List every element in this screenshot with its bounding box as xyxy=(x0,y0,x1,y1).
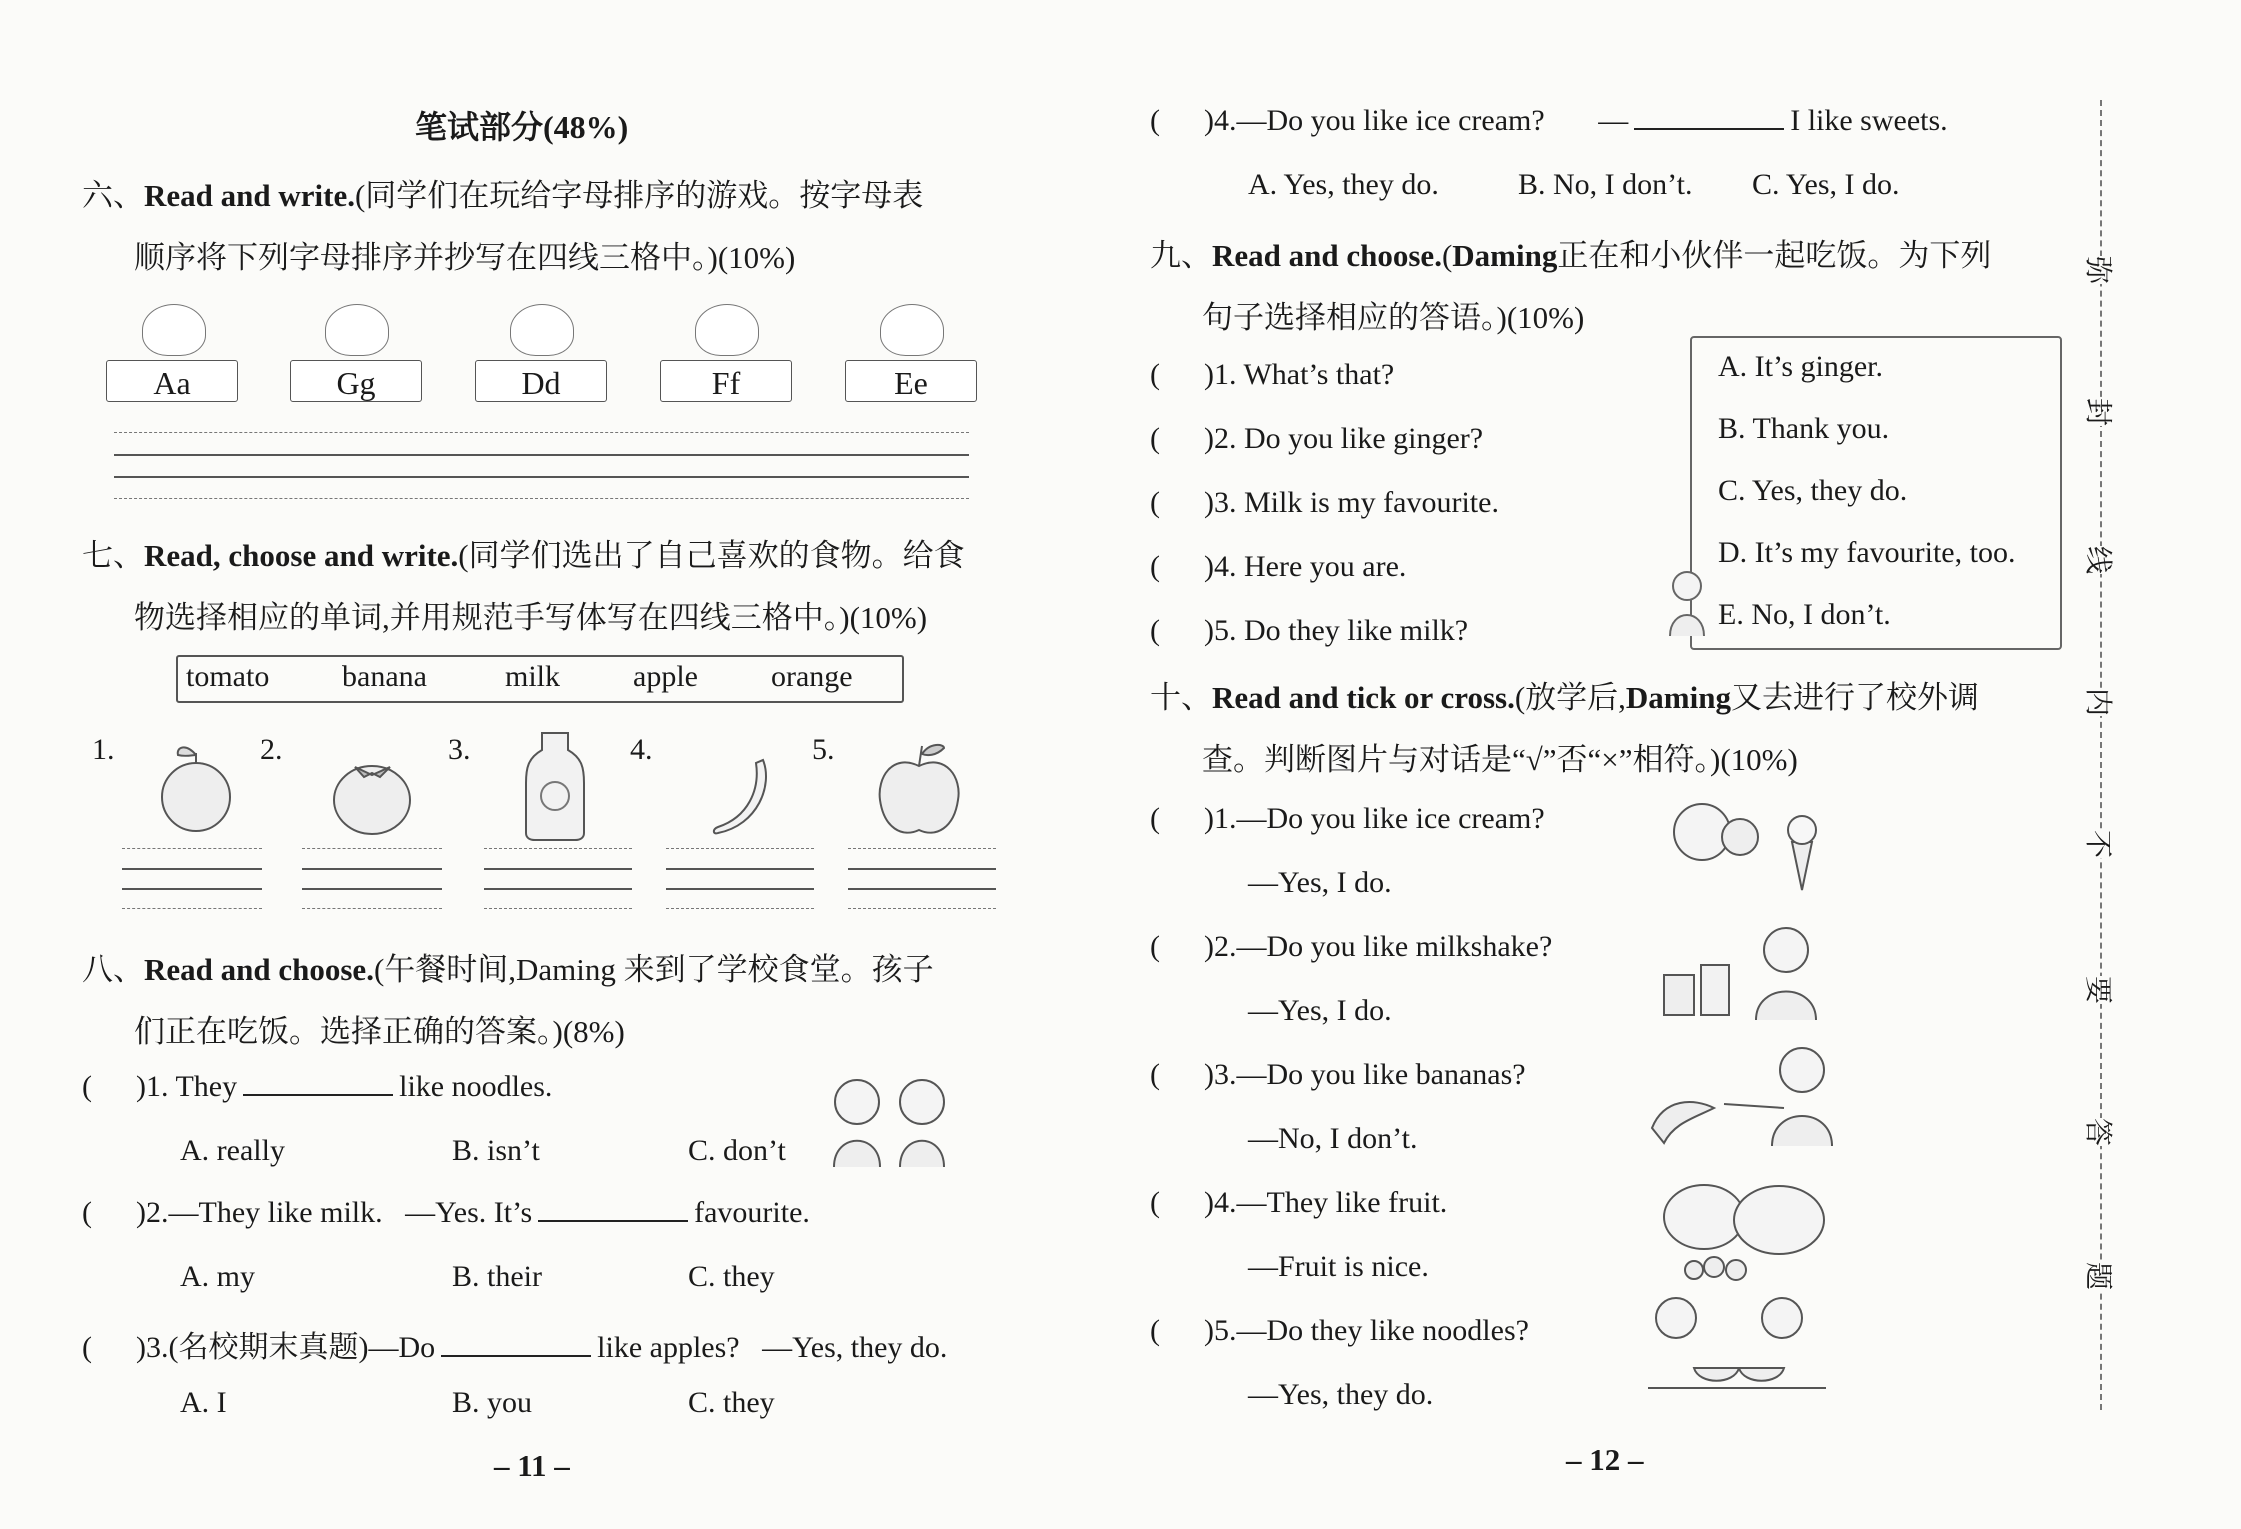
option[interactable]: B. No, I don’t. xyxy=(1518,168,1693,201)
q9-title: Read and choose. xyxy=(1212,238,1442,273)
binding-line-char: 内 xyxy=(2080,688,2120,716)
answer-paren[interactable]: ( xyxy=(1150,486,1160,519)
q9-instruction-2: 句子选择相应的答语。)(10%) xyxy=(1202,300,1585,335)
word-bank-item: apple xyxy=(633,660,698,693)
question-text: )5. Do they like milk? xyxy=(1204,614,1469,647)
question-item xyxy=(1150,1314,1529,1348)
writing-line xyxy=(122,908,262,909)
q10-title: Read and tick or cross. xyxy=(1212,680,1515,715)
word-bank-item: milk xyxy=(505,660,561,693)
question-text: —Do you like bananas? xyxy=(1236,1058,1526,1091)
question-item xyxy=(82,1196,810,1230)
item-number: )4. xyxy=(1204,1186,1237,1219)
item-number: )1. xyxy=(1204,802,1237,835)
writing-line xyxy=(302,868,442,870)
question-text: I like sweets. xyxy=(1790,104,1948,137)
question-item xyxy=(1150,802,1545,836)
question-item xyxy=(1150,358,1394,392)
option[interactable]: A. Yes, they do. xyxy=(1248,168,1439,201)
monkey-ice-cream-icon xyxy=(1662,792,1822,892)
question-item xyxy=(1150,550,1406,584)
q6-heading xyxy=(82,170,923,215)
apple-icon xyxy=(872,738,967,843)
answer-choice: D. It’s my favourite, too. xyxy=(1718,536,2016,569)
answer-paren[interactable]: ( xyxy=(1150,802,1160,835)
chick-icon xyxy=(325,304,389,356)
item-number: )2. xyxy=(1204,930,1237,963)
section-title: 笔试部分(48%) xyxy=(415,109,629,145)
question-text: favourite. xyxy=(694,1196,810,1229)
writing-line xyxy=(302,848,442,849)
item-number: )5. xyxy=(1204,1314,1237,1347)
question-item xyxy=(1150,422,1483,456)
item-number: )4. xyxy=(1204,104,1237,137)
answer-text: —Fruit is nice. xyxy=(1248,1250,1429,1283)
item-number: 1. xyxy=(92,733,115,766)
option[interactable]: A. my xyxy=(180,1260,255,1293)
writing-line xyxy=(666,848,814,849)
writing-line xyxy=(848,868,996,870)
answer-paren[interactable]: ( xyxy=(1150,1186,1160,1219)
answer-text: —Yes, I do. xyxy=(1248,994,1392,1027)
question-item xyxy=(1150,930,1552,964)
answer-blank[interactable] xyxy=(1634,124,1784,130)
q10-name: Daming xyxy=(1625,680,1731,715)
item-number: 4. xyxy=(630,733,653,766)
writing-line xyxy=(484,848,632,849)
letter-card xyxy=(290,360,422,402)
question-item xyxy=(82,1322,947,1366)
letter-card xyxy=(475,360,607,402)
exam-tag: (名校期末真题) xyxy=(168,1331,369,1364)
answer-paren[interactable]: ( xyxy=(1150,422,1160,455)
q8-heading xyxy=(82,944,934,989)
answer-paren[interactable]: ( xyxy=(1150,358,1160,391)
chick-icon xyxy=(695,304,759,356)
writing-line xyxy=(848,848,996,849)
word-bank-item: banana xyxy=(342,660,427,693)
q6-title: Read and write. xyxy=(144,178,355,213)
page-number: – 11 – xyxy=(494,1448,570,1483)
item-number: )1. xyxy=(136,1070,169,1103)
q10-instruction-1: 又去进行了校外调 xyxy=(1731,680,1979,715)
word-bank-item: orange xyxy=(771,660,853,693)
option[interactable]: C. they xyxy=(688,1260,775,1293)
q9-heading xyxy=(1150,230,1991,275)
binding-line-char: 不 xyxy=(2080,830,2120,858)
q9-number: 九、 xyxy=(1150,238,1212,273)
writing-line xyxy=(114,476,969,478)
answer-paren[interactable]: ( xyxy=(1150,550,1160,583)
binding-line-char: 弥 xyxy=(2080,256,2120,284)
question-text: —Do you like milkshake? xyxy=(1236,930,1553,963)
q9-instruction-paren: ( xyxy=(1441,238,1453,273)
option[interactable]: B. you xyxy=(452,1386,533,1419)
writing-line xyxy=(302,908,442,909)
chick-icon xyxy=(880,304,944,356)
item-number: )2. xyxy=(136,1196,169,1229)
writing-line xyxy=(666,868,814,870)
writing-line xyxy=(122,868,262,870)
writing-line xyxy=(484,888,632,890)
orange-icon xyxy=(156,735,236,840)
item-number: 5. xyxy=(812,733,835,766)
question-item xyxy=(1150,614,1468,648)
q7-number: 七、 xyxy=(82,538,144,573)
question-text: —Do you like ice cream? xyxy=(1236,802,1545,835)
option[interactable]: B. their xyxy=(452,1260,542,1293)
question-text: )1. What’s that? xyxy=(1204,358,1395,391)
q7-instruction-1: (同学们选出了自己喜欢的食物。给食 xyxy=(458,538,965,573)
writing-line xyxy=(848,908,996,909)
question-text: )2. Do you like ginger? xyxy=(1204,422,1484,455)
q6-number: 六、 xyxy=(82,178,144,213)
dash: — xyxy=(1598,104,1629,137)
letter-label: Ff xyxy=(711,365,741,401)
answer-choice: A. It’s ginger. xyxy=(1718,350,1883,383)
item-number: )3. xyxy=(136,1331,169,1364)
letter-card xyxy=(106,360,238,402)
writing-line xyxy=(484,908,632,909)
answer-paren[interactable]: ( xyxy=(1150,930,1160,963)
writing-line xyxy=(666,908,814,909)
q10-heading xyxy=(1150,672,1979,717)
letter-label: Gg xyxy=(336,365,376,401)
binding-line-char: 线 xyxy=(2080,546,2120,574)
q9-name: Daming xyxy=(1452,238,1558,273)
writing-line xyxy=(114,454,969,456)
question-text: They xyxy=(175,1070,238,1103)
q7-instruction-2: 物选择相应的单词,并用规范手写体写在四线三格中。)(10%) xyxy=(134,600,928,635)
q8-instruction-1: (午餐时间,Daming 来到了学校食堂。孩子 xyxy=(373,952,934,987)
answer-paren[interactable]: ( xyxy=(82,1070,92,1103)
binding-line-char: 题 xyxy=(2080,1262,2120,1290)
answer-text: —No, I don’t. xyxy=(1248,1122,1418,1155)
writing-line xyxy=(484,868,632,870)
question-text: )3. Milk is my favourite. xyxy=(1204,486,1499,519)
chick-icon xyxy=(142,304,206,356)
word-bank-item: tomato xyxy=(186,660,270,693)
answer-blank[interactable] xyxy=(441,1351,591,1357)
q10-instruction-paren: (放学后, xyxy=(1514,680,1626,715)
letter-label: Dd xyxy=(521,365,561,401)
question-item xyxy=(82,1070,552,1104)
banana-icon xyxy=(708,755,778,840)
answer-paren[interactable]: ( xyxy=(1150,1314,1160,1347)
letter-label: Ee xyxy=(894,365,928,401)
option[interactable]: C. don’t xyxy=(688,1134,786,1167)
letter-card xyxy=(660,360,792,402)
q7-heading xyxy=(82,530,965,575)
q10-number: 十、 xyxy=(1150,680,1212,715)
boy-refusing-bananas-icon xyxy=(1644,1038,1840,1150)
answer-paren[interactable]: ( xyxy=(1150,104,1160,137)
answer-paren[interactable]: ( xyxy=(1150,614,1160,647)
answer-blank[interactable] xyxy=(538,1216,688,1222)
answer-blank[interactable] xyxy=(243,1090,393,1096)
chick-icon xyxy=(510,304,574,356)
question-item xyxy=(1150,1058,1526,1092)
answer-choice: E. No, I don’t. xyxy=(1718,598,1891,631)
children-eating-noodles-icon xyxy=(1644,1290,1830,1390)
question-text: —They like milk. —Yes. It’s xyxy=(168,1196,533,1229)
answer-paren[interactable]: ( xyxy=(82,1196,92,1229)
question-text: —They like fruit. xyxy=(1236,1186,1448,1219)
writing-line xyxy=(122,848,262,849)
option[interactable]: A. I xyxy=(180,1386,227,1419)
girl-icon xyxy=(1664,568,1710,638)
q7-title: Read, choose and write. xyxy=(144,538,459,573)
item-number: 3. xyxy=(448,733,471,766)
letter-card xyxy=(845,360,977,402)
boy-milkshake-icon xyxy=(1656,920,1836,1025)
answer-choice: B. Thank you. xyxy=(1718,412,1890,445)
binding-line xyxy=(2100,100,2102,1410)
answer-paren[interactable]: ( xyxy=(82,1331,92,1364)
q8-instruction-2: 们正在吃饭。选择正确的答案。)(8%) xyxy=(134,1014,625,1049)
letter-label: Aa xyxy=(153,365,191,401)
milk-bottle-icon xyxy=(520,728,590,843)
writing-line xyxy=(114,432,969,433)
q9-instruction-1: 正在和小伙伴一起吃饭。为下列 xyxy=(1557,238,1992,273)
question-text: )4. Here you are. xyxy=(1204,550,1407,583)
option[interactable]: A. really xyxy=(180,1134,285,1167)
answer-text: —Yes, I do. xyxy=(1248,866,1392,899)
question-text: like apples? —Yes, they do. xyxy=(597,1331,948,1364)
q8-number: 八、 xyxy=(82,952,144,987)
writing-line xyxy=(122,888,262,890)
option[interactable]: C. they xyxy=(688,1386,775,1419)
option[interactable]: C. Yes, I do. xyxy=(1752,168,1900,201)
item-number: 2. xyxy=(260,733,283,766)
question-item xyxy=(1150,104,1948,138)
question-item xyxy=(1150,486,1499,520)
binding-line-char: 答 xyxy=(2080,1118,2120,1146)
writing-line xyxy=(302,888,442,890)
option[interactable]: B. isn’t xyxy=(452,1134,540,1167)
page-number: – 12 – xyxy=(1566,1442,1644,1477)
question-text: —Do you like ice cream? xyxy=(1236,104,1545,137)
question-item xyxy=(1150,1186,1447,1220)
writing-line xyxy=(666,888,814,890)
writing-line xyxy=(114,498,969,499)
q6-instruction-2: 顺序将下列字母排序并抄写在四线三格中。)(10%) xyxy=(134,240,796,275)
q8-title: Read and choose. xyxy=(144,952,374,987)
q10-instruction-2: 查。判断图片与对话是“√”否“×”相符。)(10%) xyxy=(1202,742,1798,777)
tomato-icon xyxy=(330,745,415,840)
two-boys-eating-icon xyxy=(822,1072,962,1172)
binding-line-char: 要 xyxy=(2080,976,2120,1004)
question-text: —Do xyxy=(368,1331,436,1364)
writing-line xyxy=(848,888,996,890)
answer-choice: C. Yes, they do. xyxy=(1718,474,1908,507)
binding-line-char: 封 xyxy=(2080,398,2120,426)
answer-text: —Yes, they do. xyxy=(1248,1378,1434,1411)
q6-instruction-1: (同学们在玩给字母排序的游戏。按字母表 xyxy=(354,178,924,213)
question-text: —Do they like noodles? xyxy=(1236,1314,1529,1347)
pigs-eating-fruit-icon xyxy=(1654,1172,1830,1282)
question-text: like noodles. xyxy=(399,1070,553,1103)
item-number: )3. xyxy=(1204,1058,1237,1091)
answer-paren[interactable]: ( xyxy=(1150,1058,1160,1091)
